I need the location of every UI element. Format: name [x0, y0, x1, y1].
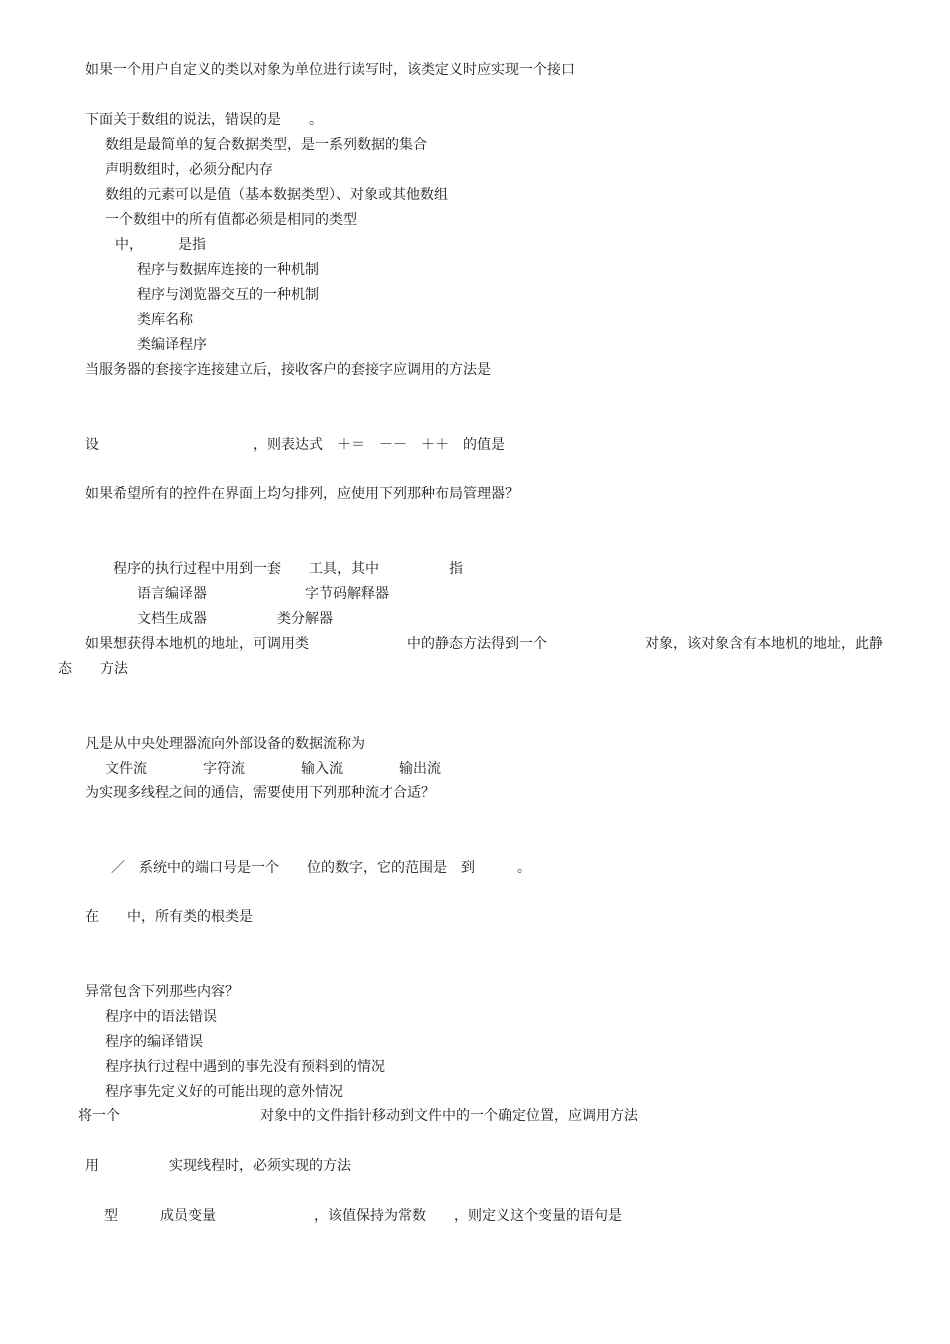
question-line: 下面关于数组的说法，错误的是 。 — [85, 112, 323, 128]
option-line: 程序的编译错误 — [105, 1034, 203, 1050]
option-line: 数组是最简单的复合数据类型，是一系列数据的集合 — [105, 137, 427, 153]
question-line: 将一个 对象中的文件指针移动到文件中的一个确定位置，应调用方法 — [78, 1108, 638, 1124]
question-line: 程序的执行过程中用到一套 工具，其中 指 — [113, 561, 463, 577]
question-line: 如果希望所有的控件在界面上均匀排列，应使用下列那种布局管理器？ — [85, 486, 519, 502]
option-line: 程序执行过程中遇到的事先没有预料到的情况 — [105, 1059, 385, 1075]
question-line: 在 中，所有类的根类是 — [85, 909, 253, 925]
option-line: 一个数组中的所有值都必须是相同的类型 — [105, 212, 357, 228]
option-line: 文件流 字符流 输入流 输出流 — [105, 761, 441, 777]
question-line: 凡是从中央处理器流向外部设备的数据流称为 — [85, 736, 365, 752]
question-line: 型 成员变量 ，该值保持为常数 ，则定义这个变量的语句是 — [104, 1208, 622, 1224]
option-line: 类编译程序 — [137, 337, 207, 353]
question-line: 态 方法 — [58, 661, 128, 677]
question-line: 设 ，则表达式 ＋＝ －－ ＋＋ 的值是 — [85, 437, 505, 453]
option-line: 程序与浏览器交互的一种机制 — [137, 287, 319, 303]
option-line: 程序事先定义好的可能出现的意外情况 — [105, 1084, 343, 1100]
question-line: 如果想获得本地机的地址，可调用类 中的静态方法得到一个 对象，该对象含有本地机的地址，此静 — [85, 636, 883, 652]
option-line: 文档生成器 类分解器 — [137, 611, 333, 627]
option-line: 数组的元素可以是值（基本数据类型）、对象或其他数组 — [105, 187, 448, 203]
question-line: 异常包含下列那些内容？ — [85, 984, 239, 1000]
option-line: 程序与数据库连接的一种机制 — [137, 262, 319, 278]
question-line: 当服务器的套接字连接建立后，接收客户的套接字应调用的方法是 — [85, 362, 491, 378]
question-line: 如果一个用户自定义的类以对象为单位进行读写时，该类定义时应实现一个接口 — [85, 62, 575, 78]
option-line: 类库名称 — [137, 312, 193, 328]
question-line: 用 实现线程时，必须实现的方法 — [85, 1158, 351, 1174]
option-line: 语言编译器 字节码解释器 — [137, 586, 389, 602]
question-line: ／ 系统中的端口号是一个 位的数字，它的范围是 到 。 — [111, 860, 531, 876]
option-line: 声明数组时，必须分配内存 — [105, 162, 273, 178]
question-line: 为实现多线程之间的通信，需要使用下列那种流才合适？ — [85, 785, 435, 801]
question-line: 中， 是指 — [115, 237, 206, 253]
option-line: 程序中的语法错误 — [105, 1009, 217, 1025]
